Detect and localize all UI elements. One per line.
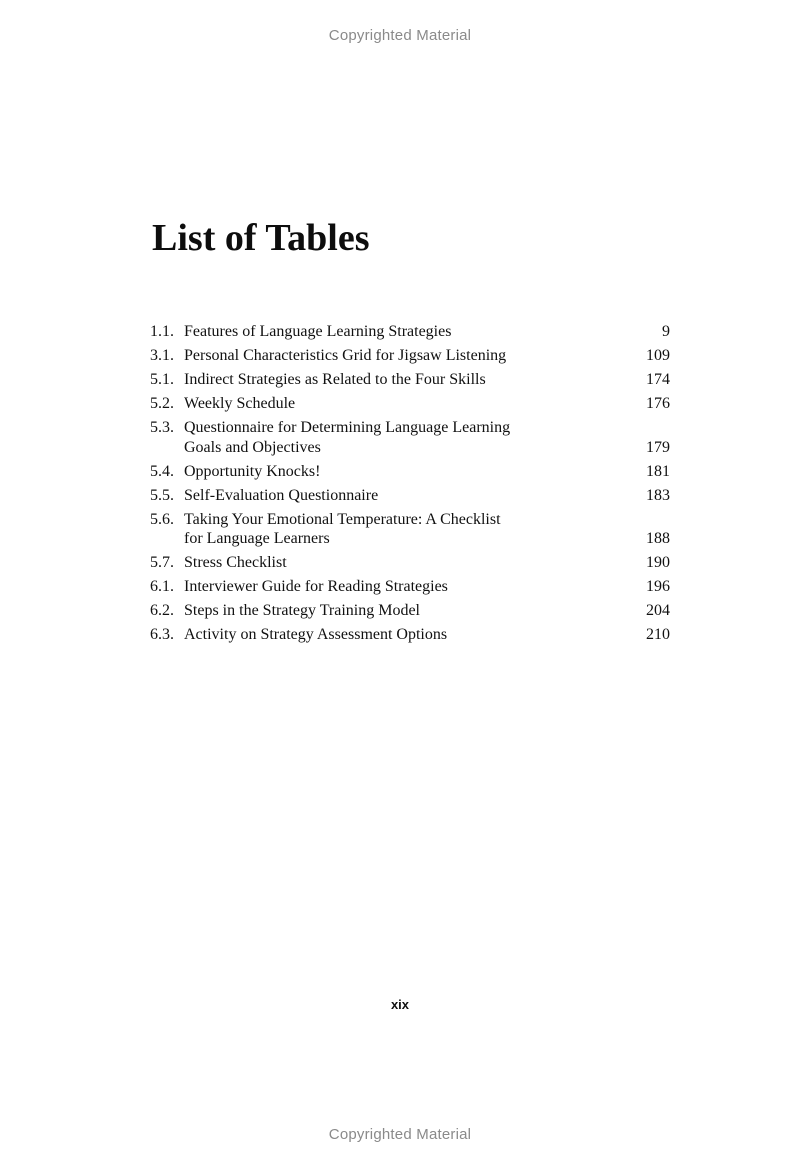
table-number: 5.4. [150, 462, 174, 480]
table-number: 5.5. [150, 486, 174, 504]
table-title: Indirect Strategies as Related to the Four Skills [184, 371, 486, 388]
toc-entry-3-1[interactable] [150, 346, 670, 366]
table-title: Features of Language Learning Strategies [184, 323, 452, 340]
list-of-tables [150, 322, 670, 649]
page-number: 9 [662, 323, 670, 340]
page-number: 204 [646, 602, 670, 619]
page-folio: xix [390, 997, 410, 1012]
table-number: 6.2. [150, 602, 174, 619]
table-title: Interviewer Guide for Reading Strategies [184, 578, 448, 595]
page-number: 188 [646, 530, 670, 547]
table-title [184, 418, 630, 457]
table-number: 5.3. [150, 419, 174, 436]
table-title: Steps in the Strategy Training Model [184, 602, 420, 619]
toc-entry-5-4[interactable] [150, 462, 670, 482]
table-title: Personal Characteristics Grid for Jigsaw Listening [184, 347, 507, 364]
table-title: Opportunity Knocks! [184, 462, 321, 480]
toc-entry-1-1[interactable] [150, 322, 670, 342]
table-number: 5.1. [150, 371, 174, 388]
toc-entry-6-3[interactable] [150, 625, 670, 645]
table-title: Stress Checklist [184, 554, 287, 571]
table-number: 3.1. [150, 347, 174, 364]
toc-entry-6-2[interactable] [150, 601, 670, 621]
toc-entry-5-3[interactable] [150, 418, 670, 457]
page-number: 109 [646, 347, 670, 364]
toc-entry-5-5[interactable] [150, 486, 670, 506]
toc-entry-5-2[interactable] [150, 394, 670, 414]
page-number: 179 [646, 438, 670, 456]
table-title: Weekly Schedule [184, 395, 296, 412]
table-number: 1.1. [150, 323, 174, 340]
table-number: 5.2. [150, 395, 174, 412]
page-number: 176 [646, 395, 670, 412]
table-title-line-1: Taking Your Emotional Temperature: A Checklist [184, 510, 501, 528]
toc-entry-5-1[interactable] [150, 370, 670, 390]
page-number: 196 [646, 578, 670, 595]
page-title: List of Tables [152, 217, 370, 259]
toc-entry-5-7[interactable] [150, 553, 670, 573]
table-number: 6.3. [150, 626, 174, 643]
table-title: Self-Evaluation Questionnaire [184, 486, 379, 504]
table-number: 5.7. [150, 554, 174, 571]
page-number: 183 [646, 486, 670, 504]
table-title [184, 510, 630, 549]
toc-entry-5-6[interactable] [150, 510, 670, 549]
page-number: 190 [646, 554, 670, 571]
table-title: Activity on Strategy Assessment Options [184, 626, 448, 643]
table-title-line-2: for Language Learners [184, 530, 330, 547]
table-title-line-1: Questionnaire for Determining Language Learning [184, 419, 511, 436]
copyright-watermark-top: Copyrighted Material [328, 27, 472, 44]
page-number: 210 [646, 626, 670, 643]
copyright-watermark-bottom: Copyrighted Material [328, 1126, 472, 1143]
page-number: 174 [646, 371, 670, 388]
toc-entry-6-1[interactable] [150, 577, 670, 597]
table-title-line-2: Goals and Objectives [184, 438, 321, 456]
page-number: 181 [646, 462, 670, 480]
table-number: 5.6. [150, 510, 174, 528]
table-number: 6.1. [150, 578, 174, 595]
